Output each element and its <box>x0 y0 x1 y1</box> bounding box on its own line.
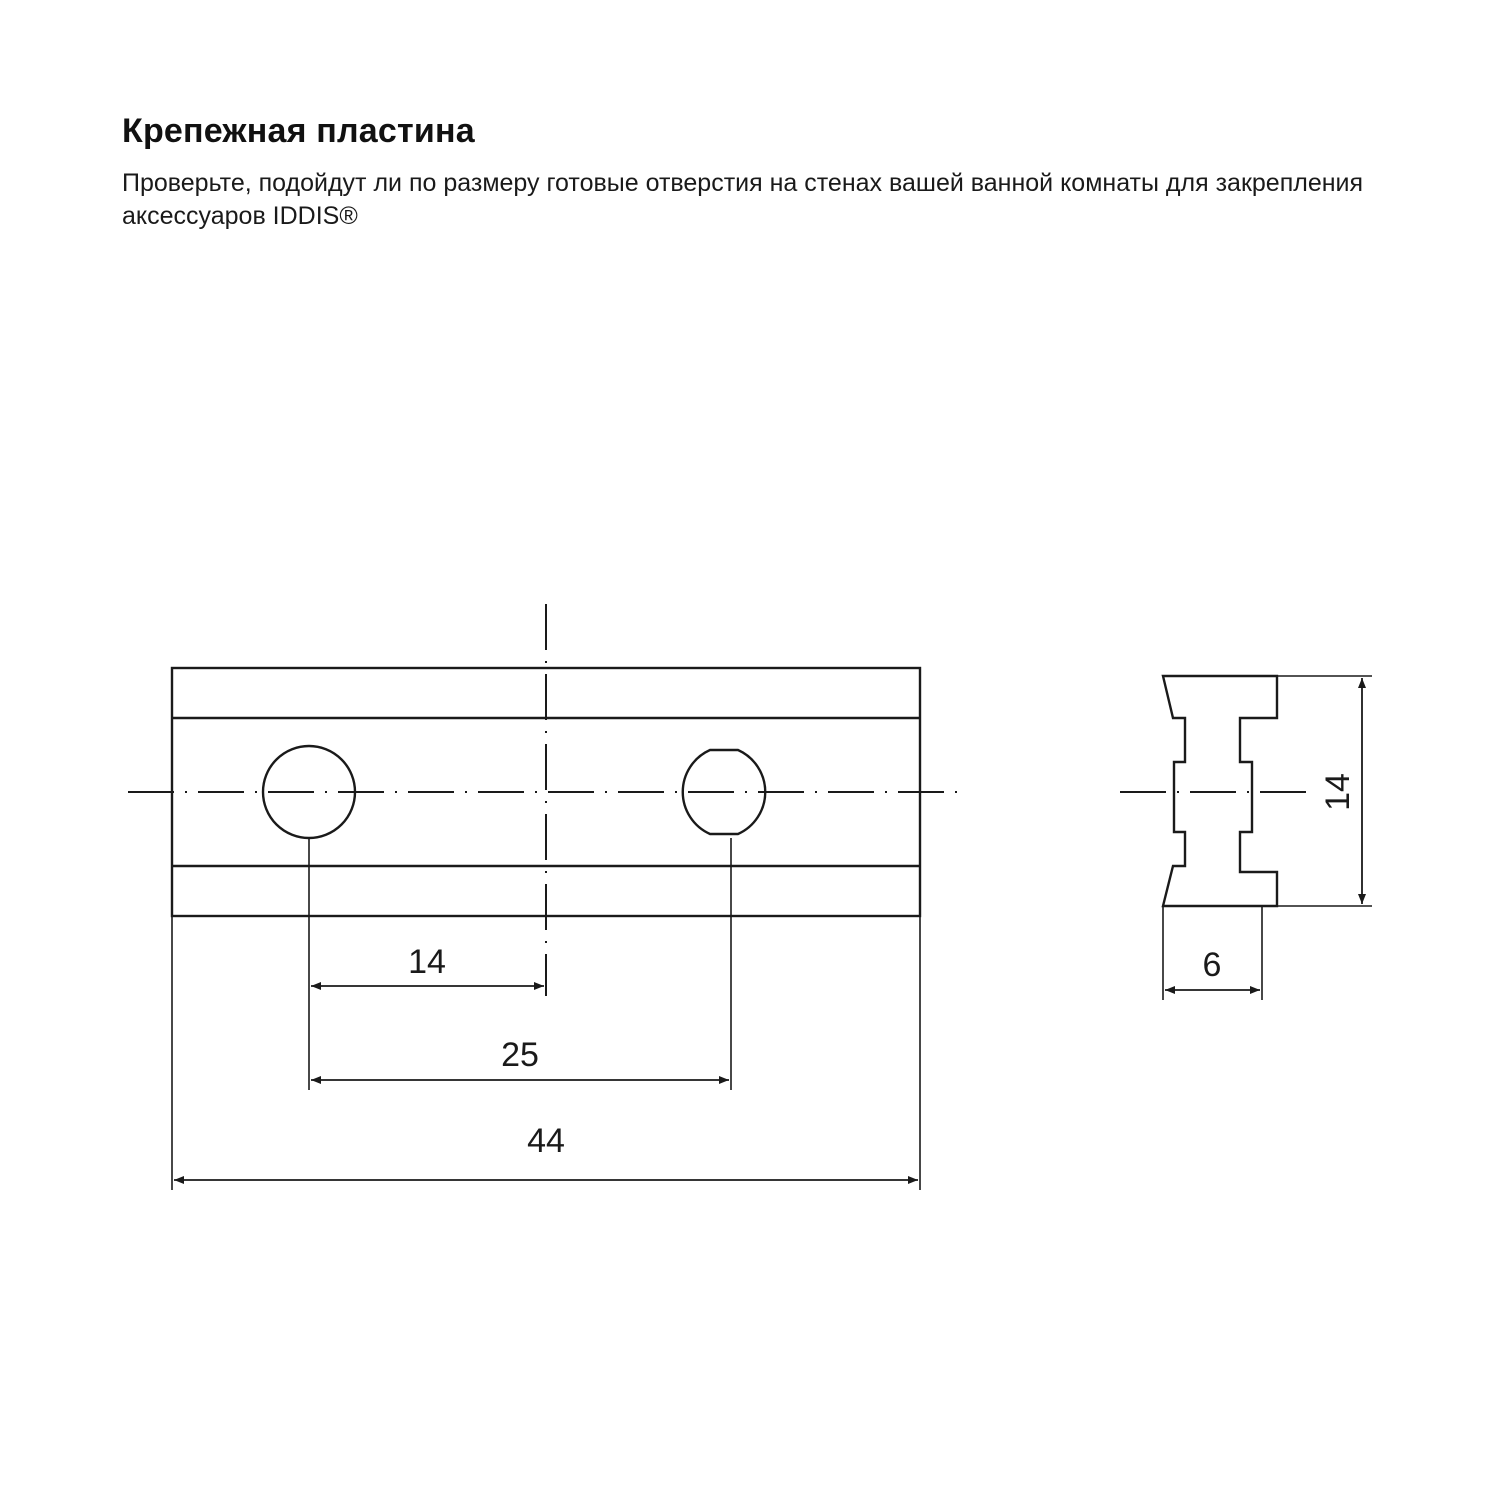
side-view-dimension-labels <box>1203 773 1357 984</box>
page-subtitle: Проверьте, подойдут ли по размеру готовые отверстия на стенах вашей ванной комнаты для закрепления аксессуаров IDDIS® <box>122 169 1364 230</box>
side-extension-lines <box>1163 676 1372 1000</box>
front-view-dimension-labels <box>408 943 565 1160</box>
front-view <box>128 604 968 1190</box>
dimension-label-44: 44 <box>527 1122 565 1160</box>
side-view <box>1120 676 1372 1000</box>
dimension-label-14-side: 14 <box>1318 773 1357 811</box>
page-title: Крепежная пластина <box>122 112 475 150</box>
dimension-label-6: 6 <box>1202 946 1222 984</box>
dimension-label-25: 25 <box>501 1036 539 1074</box>
dimension-label-14-front: 14 <box>408 943 446 981</box>
